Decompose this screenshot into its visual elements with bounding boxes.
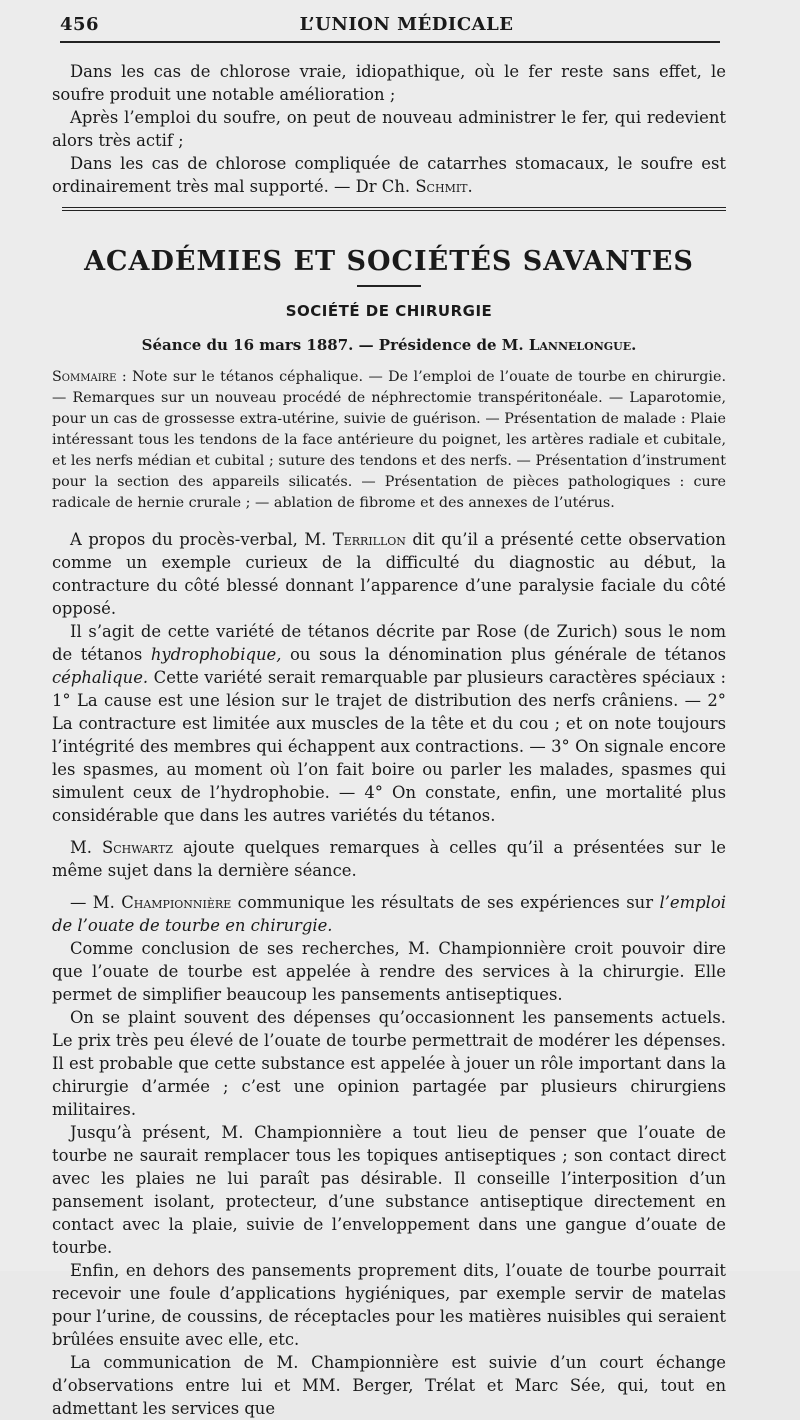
speaker-name: Schwartz (101, 838, 173, 857)
tetanos-paragraph: Il s’agit de cette variété de tétanos décrite par Rose (de Zurich) sous le nom de tétanos hydrophobique, ou sous la dénomination plus générale de tétanos céphalique. Cette variété serait remarquable par plusieurs caractères spéciaux : 1° La cause est une lésion sur le trajet de distribution des nerfs crâniens. — 2° La contracture est limitée aux muscles de la tête et du cou ; et on note toujours l’intégrité des membres qui échappent aux contractions. — 3° On signale encore les spasmes, au moment où l’on fait boire ou parler les malades, spasmes qui simulent ceux de l’hydrophobie. — 4° On constate, enfin, une mortalité plus considérable que dans les autres variétés du tétanos. (52, 622, 726, 825)
title-rule (357, 285, 421, 287)
session-line: Séance du 16 mars 1887. — Présidence de M. Lannelongue. (141, 336, 637, 354)
schwartz-paragraph: M. Schwartz ajoute quelques remarques à celles qu’il a présentées sur le même sujet dans la dernière séance. (52, 838, 727, 880)
page-body (52, 60, 726, 1420)
speaker-name: Championnière (121, 893, 232, 912)
author-name: Schmit (415, 177, 468, 196)
terrillon-paragraph: A propos du procès-verbal, M. Terrillon dit qu’il a présenté cette observation comme un exemple curieux de la difficulté du diagnostic au début, la contracture du côté blessé donnant l’apparence d’une paralysie faciale du côté opposé. (52, 530, 726, 618)
body-paragraph: Comme conclusion de ses recherches, M. Championnière croit pouvoir dire que l’ouate de tourbe est appelée à rendre des services à la chirurgie. Elle permet de simplifier beaucoup les pansements antiseptiques. (52, 939, 726, 1004)
intro-paragraph-3: Dans les cas de chlorose compliquée de catarrhes stomacaux, le soufre est ordinairement très mal supporté. — Dr Ch. Schmit. (52, 154, 726, 196)
body-paragraph: On se plaint souvent des dépenses qu’occasionnent les pansements actuels. Le prix très peu élevé de l’ouate de tourbe permettrait de modérer les dépenses. Il est probable que cette substance est appelée à jouer un rôle important dans la chirurgie d’armée ; c’est une opinion partagée par plusieurs chirurgiens militaires. (52, 1008, 726, 1119)
championniere-paragraph: — M. Championnière communique les résultats de ses expériences sur l’emploi de l’ouate de tourbe en chirurgie. (52, 893, 726, 935)
intro-paragraph-1: Dans les cas de chlorose vraie, idiopathique, où le fer reste sans effet, le soufre produit une notable amélioration ; (52, 62, 726, 104)
president-name: Lannelongue (528, 336, 632, 354)
section-title: ACADÉMIES ET SOCIÉTÉS SAVANTES (84, 246, 694, 277)
body-paragraph: La communication de M. Championnière est suivie d’un court échange d’observations entre lui et MM. Berger, Trélat et Marc Sée, qui, tout en admettant les services que (52, 1353, 726, 1418)
summary-text: : Note sur le tétanos céphalique. — De l’emploi de l’ouate de tourbe en chirurgie. — Remarques sur un nouveau procédé de néphrectomie transpéritonéale. — Laparotomie, pour un cas de grossesse extra-utérine, suivie de guérison. — Présentation de malade : Plaie intéressant tous les tendons de la face antérieure du poignet, les artères radiale et cubitale, et les nerfs médian et cubital ; suture des tendons et des nerfs. — Présentation d’instrument pour la section des appareils silicatés. — Présentation de pièces pathologiques : cure radicale de hernie crurale ; — ablation de fibrome et des annexes de l’utérus. (52, 369, 726, 511)
body-paragraph: Enfin, en dehors des pansements proprement dits, l’ouate de tourbe pourrait recevoir une foule d’applications hygiéniques, par exemple servir de matelas pour l’urine, de coussins, de réceptacles pour les matières nuisibles qui seraient brûlées ensuite avec elle, etc. (52, 1261, 726, 1349)
summary-label: Sommaire (52, 369, 117, 385)
running-header (60, 14, 714, 35)
body-paragraph: Jusqu’à présent, M. Championnière a tout lieu de penser que l’ouate de tourbe ne saurait remplacer tous les topiques antiseptiques ; son contact direct avec les plaies ne lui paraît pas désirable. Il conseille l’interposition d’un pansement isolant, protecteur, d’une substance antiseptique directement en contact avec la plaie, suivie de l’enveloppement dans une gangue d’ouate de tourbe. (52, 1123, 726, 1257)
journal-title: L’UNION MÉDICALE (299, 14, 514, 35)
speaker-name: Terrillon (332, 530, 406, 549)
section-divider (62, 207, 726, 214)
society-title: SOCIÉTÉ DE CHIRURGIE (285, 302, 493, 320)
summary-block (52, 367, 726, 514)
page-number: 456 (60, 14, 100, 35)
intro-paragraph-2: Après l’emploi du soufre, on peut de nouveau administrer le fer, qui redevient alors très actif ; (52, 108, 726, 150)
header-rule (60, 41, 720, 43)
